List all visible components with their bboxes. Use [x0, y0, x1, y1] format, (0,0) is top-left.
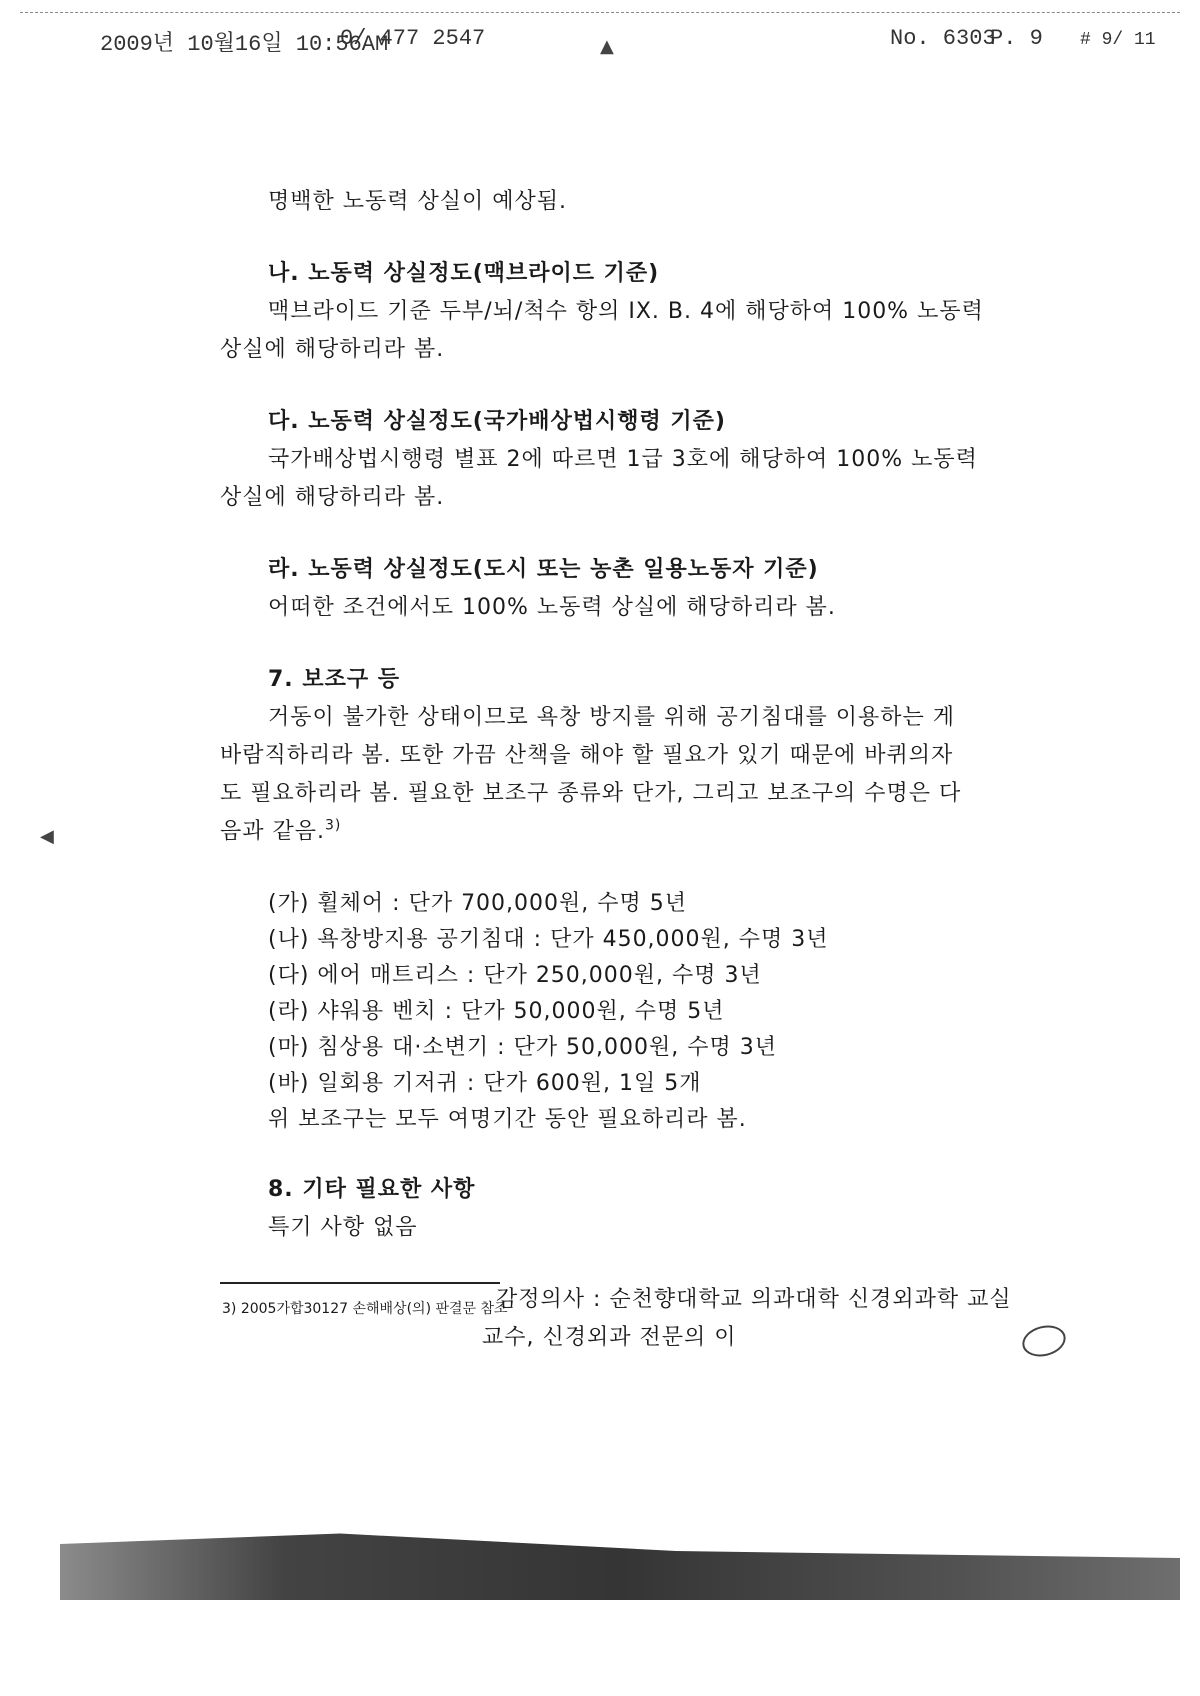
scan-artifact — [60, 1530, 1180, 1600]
footnote-rule — [220, 1282, 500, 1284]
section-heading: 8. 기타 필요한 사항 — [268, 1177, 476, 1202]
fax-page-count: # 9/ 11 — [1080, 30, 1156, 50]
signature-line-2: 교수, 신경외과 전문의 이 — [482, 1325, 737, 1350]
body-line: 거동이 불가한 상태이므로 욕창 방지를 위해 공기침대를 이용하는 게 — [268, 705, 956, 730]
section-heading: 나. 노동력 상실정도(맥브라이드 기준) — [268, 261, 660, 286]
body-line: 맥브라이드 기준 두부/뇌/척수 항의 IX. B. 4에 해당하여 100% 노동력 — [268, 299, 984, 324]
footnote-reference: 3) — [325, 817, 342, 834]
footnote: 3) 2005가합30127 손해배상(의) 판결문 참조 — [222, 1301, 508, 1317]
section-heading: 다. 노동력 상실정도(국가배상법시행령 기준) — [268, 409, 726, 434]
body-line: 특기 사항 없음 — [268, 1215, 418, 1240]
fax-number: No. 6303 — [890, 26, 996, 51]
fax-top-rule — [20, 12, 1180, 13]
fax-datetime: 2009년 10월16일 10:56AM — [100, 32, 389, 57]
body-line: 위 보조구는 모두 여명기간 동안 필요하리라 봄. — [268, 1107, 747, 1132]
section-heading: 라. 노동력 상실정도(도시 또는 농촌 일용노동자 기준) — [268, 557, 819, 582]
list-item: (다) 에어 매트리스 : 단가 250,000원, 수명 3년 — [268, 963, 762, 988]
fax-header — [100, 20, 1160, 60]
list-item: (가) 휠체어 : 단가 700,000원, 수명 5년 — [268, 891, 688, 916]
seal-stamp-icon — [1019, 1321, 1069, 1361]
section-heading: 7. 보조구 등 — [268, 667, 400, 692]
signature-line-1: 감정의사 : 순천향대학교 의과대학 신경외과학 교실 — [496, 1287, 1012, 1312]
fax-page: P. 9 — [990, 26, 1043, 51]
body-line: 명백한 노동력 상실이 예상됨. — [268, 189, 567, 214]
body-line: 바람직하리라 봄. 또한 가끔 산책을 해야 할 필요가 있기 때문에 바퀴의자 — [220, 743, 954, 768]
body-line: 국가배상법시행령 별표 2에 따르면 1급 3호에 해당하여 100% 노동력 — [268, 447, 978, 472]
list-item: (마) 침상용 대·소변기 : 단가 50,000원, 수명 3년 — [268, 1035, 778, 1060]
body-line: 도 필요하리라 봄. 필요한 보조구 종류와 단가, 그리고 보조구의 수명은 다 — [220, 781, 962, 806]
body-line-with-footnote — [220, 814, 341, 845]
body-line: 어떠한 조건에서도 100% 노동력 상실에 해당하리라 봄. — [268, 595, 836, 620]
list-item: (나) 욕창방지용 공기침대 : 단가 450,000원, 수명 3년 — [268, 927, 829, 952]
fax-phone: 0/ 477 2547 — [340, 26, 486, 51]
list-item: (라) 샤워용 벤치 : 단가 50,000원, 수명 5년 — [268, 999, 725, 1024]
body-line: 상실에 해당하리라 봄. — [220, 485, 445, 510]
triangle-mark-icon: ▲ — [600, 36, 614, 57]
body-line-text: 음과 같음. — [220, 819, 325, 844]
list-item: (바) 일회용 기저귀 : 단가 600원, 1일 5개 — [268, 1071, 702, 1096]
body-line: 상실에 해당하리라 봄. — [220, 337, 445, 362]
left-pointer-mark-icon: ◀ — [40, 826, 54, 847]
